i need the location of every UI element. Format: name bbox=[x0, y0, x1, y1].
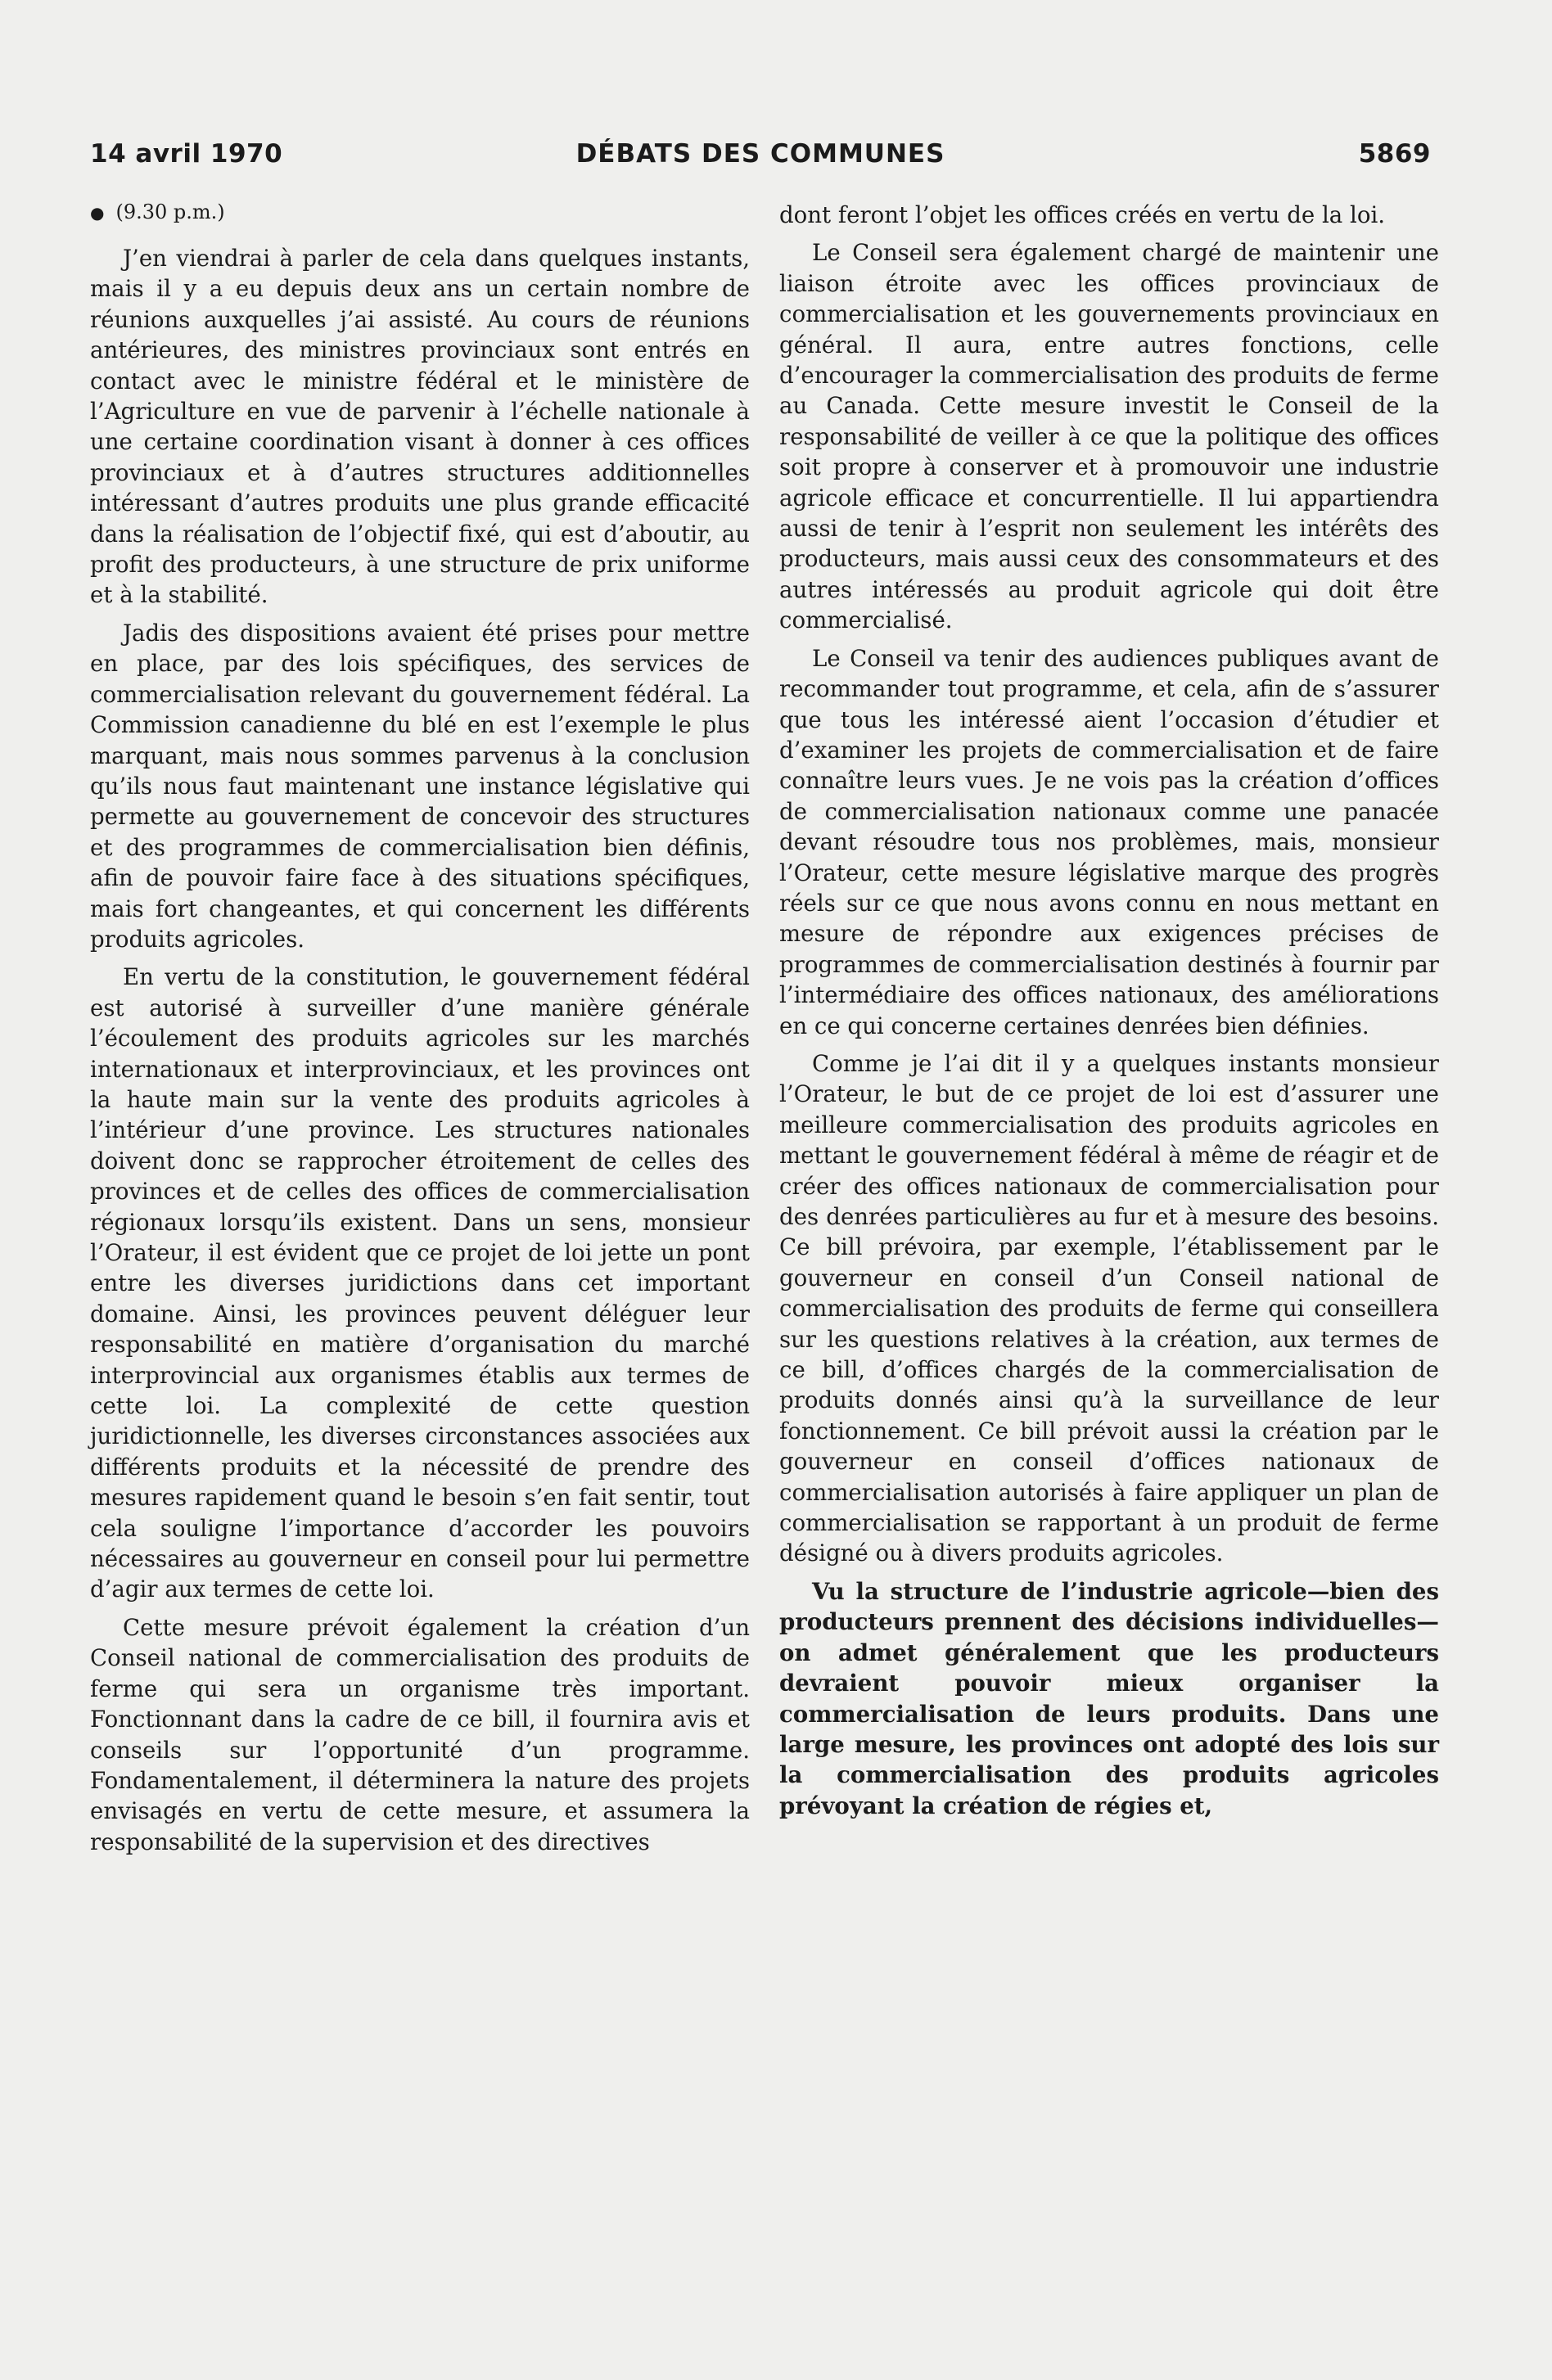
page-number: 5869 bbox=[1358, 139, 1431, 169]
paragraph: Le Conseil va tenir des audiences publiques avant de recommander tout programme, et cela, afin de s’assurer que tous les intéressé aient l’occasion d’étudier et d’examiner les projets de commercialisation et de faire connaître leurs vues. Je ne vois pas la création d’offices de commercialisation nationaux comme une panacée devant résoudre tous nos problèmes, mais, monsieur l’Orateur, cette mesure législative marque des progrès réels sur ce que nous avons connu en nous mettant en mesure de répondre aux exigences précises de programmes de commercialisation destinés à fournir par l’intermédiaire des offices nationaux, des améliorations en ce qui concerne certaines denrées bien définies. bbox=[779, 644, 1439, 1039]
paragraph: Comme je l’ai dit il y a quelques instants monsieur l’Orateur, le but de ce projet de loi est d’assurer une meilleure commercialisation des produits agricoles en mettant le gouvernement fédéral à même de réagir et de créer des offices nationaux de commercialisation pour des denrées particulières au fur et à mesure des besoins. Ce bill prévoira, par exemple, l’établissement par le gouverneur en conseil d’un Conseil national de commercialisation des produits de ferme qui conseillera sur les questions relatives à la création, aux termes de ce bill, d’offices chargés de la commercialisation de produits donnés ainsi qu’à la surveillance de leur fonctionnement. Ce bill prévoit aussi la création par le gouverneur en conseil d’offices nationaux de commercialisation autorisés à faire appliquer un plan de commercialisation se rapportant à un produit de ferme désigné ou à divers produits agricoles. bbox=[779, 1049, 1439, 1567]
left-column bbox=[90, 200, 750, 1864]
time-marker bbox=[90, 200, 750, 225]
header-date: 14 avril 1970 bbox=[90, 139, 283, 169]
paragraph: Cette mesure prévoit également la création d’un Conseil national de commercialisation des produits de ferme qui sera un organisme très important. Fonctionnant dans la cadre de ce bill, il fournira avis et conseils sur l’opportunité d’un programme. Fondamentalement, il déterminera la nature des projets envisagés en vertu de cette mesure, et assumera la responsabilité de la supervision et des directives bbox=[90, 1613, 750, 1855]
paragraph: Jadis des dispositions avaient été prises pour mettre en place, par des lois spécifiques, des services de commercialisation relevant du gouvernement fédéral. La Commission canadienne du blé en est l’exemple le plus marquant, mais nous sommes parvenus à la conclusion qu’ils nous faut maintenant une instance législative qui permette au gouvernement de concevoir des structures et des programmes de commercialisation bien définis, afin de pouvoir faire face à des situations spécifiques, mais fort changeantes, et qui concernent les différents produits agricoles. bbox=[90, 619, 750, 953]
paragraph: En vertu de la constitution, le gouvernement fédéral est autorisé à surveiller d’une manière générale l’écoulement des produits agricoles sur les marchés internationaux et interprovinciaux, et les provinces ont la haute main sur la vente des produits agricoles à l’intérieur d’une province. Les structures nationales doivent donc se rapprocher étroitement de celles des provinces et de celles des offices de commercialisation régionaux lorsqu’ils existent. Dans un sens, monsieur l’Orateur, il est évident que ce projet de loi jette un pont entre les diverses juridictions dans cet important domaine. Ainsi, les provinces peuvent déléguer leur responsabilité en matière d’organisation du marché interprovincial aux organismes établis aux termes de cette loi. La complexité de cette question juridictionnelle, les diverses circonstances associées aux différents produits et la nécessité de prendre des mesures rapidement quand le besoin s’en fait sentir, tout cela souligne l’importance d’accorder les pouvoirs nécessaires au gouverneur en conseil pour lui permettre d’agir aux termes de cette loi. bbox=[90, 963, 750, 1603]
paragraph: Le Conseil sera également chargé de maintenir une liaison étroite avec les offices provinciaux de commercialisation et les gouvernements provinciaux en général. Il aura, entre autres fonctions, celle d’encourager la commercialisation des produits de ferme au Canada. Cette mesure investit le Conseil de la responsabilité de veiller à ce que la politique des offices soit propre à conserver et à promouvoir une industrie agricole efficace et concurrentielle. Il lui appartiendra aussi de tenir à l’esprit non seulement les intérêts des producteurs, mais aussi ceux des consommateurs et des autres intéressés au produit agricole qui doit être commercialisé. bbox=[779, 239, 1439, 634]
paragraph-continuation: dont feront l’objet les offices créés en vertu de la loi. bbox=[779, 201, 1386, 228]
bullet-icon: ● bbox=[90, 203, 105, 223]
right-column bbox=[779, 200, 1439, 1828]
paragraph: J’en viendrai à parler de cela dans quelques instants, mais il y a eu depuis deux ans un certain nombre de réunions auxquelles j’ai assisté. Au cours de réunions antérieures, des ministres provinciaux sont entrés en contact avec le ministre fédéral et le ministère de l’Agriculture en vue de parvenir à l’échelle nationale à une certaine coordination visant à donner à ces offices provinciaux et à d’autres structures additionnelles intéressant d’autres produits une plus grande efficacité dans la réalisation de l’objectif fixé, qui est d’aboutir, au profit des producteurs, à une structure de prix uniforme et à la stabilité. bbox=[90, 245, 750, 609]
page-header bbox=[90, 131, 1431, 174]
header-title: DÉBATS DES COMMUNES bbox=[575, 139, 945, 169]
paragraph: Vu la structure de l’industrie agricole—bien des producteurs prennent des décisions individuelles—on admet généralement que les producteurs devraient pouvoir mieux organiser la commercialisation de leurs produits. Dans une large mesure, les provinces ont adopté des lois sur la commercialisation des produits agricoles prévoyant la création de régies et, bbox=[779, 1577, 1439, 1819]
time-marker-text: (9.30 p.m.) bbox=[115, 201, 225, 223]
